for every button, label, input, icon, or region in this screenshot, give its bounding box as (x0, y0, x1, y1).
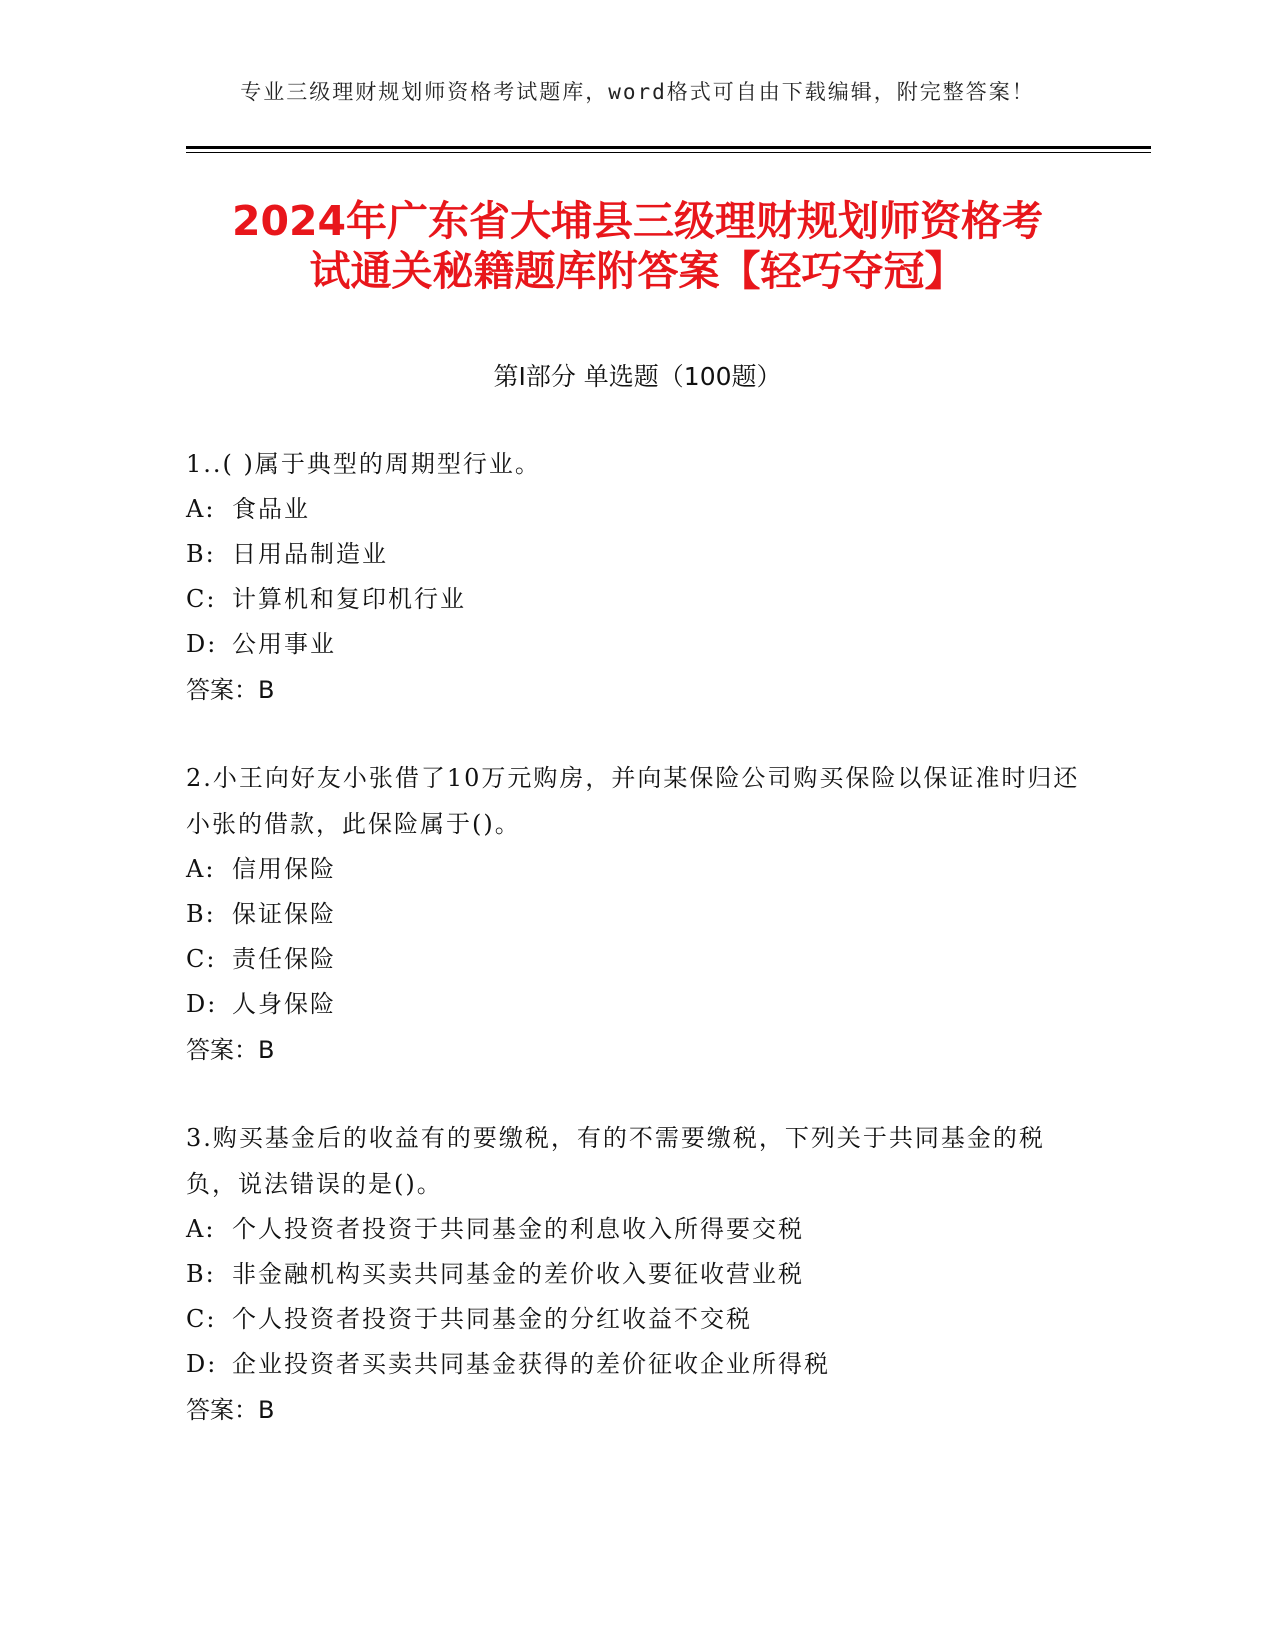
option-letter: B: (186, 900, 216, 928)
option-text: 个人投资者投资于共同基金的分红收益不交税 (232, 1305, 752, 1333)
option-letter: A: (186, 495, 216, 523)
title-line-1: 2024年广东省大埔县三级理财规划师资格考 (231, 197, 1044, 245)
option-a (186, 487, 1086, 532)
section-title: 第I部分 单选题（100题） (493, 362, 782, 391)
option-text: 公用事业 (232, 630, 336, 658)
question-list (186, 441, 1086, 1475)
answer-line: 答案：B (186, 1396, 275, 1424)
question-3 (186, 1115, 1086, 1433)
question-stem: 2.小王向好友小张借了10万元购房，并向某保险公司购买保险以保证准时归还小张的借款，此保险属于()。 (186, 764, 1080, 838)
option-letter: C: (186, 945, 217, 973)
option-d (186, 622, 1086, 667)
option-c (186, 937, 1086, 982)
document-title (120, 196, 1155, 296)
option-text: 信用保险 (232, 855, 336, 883)
header-divider-thick (186, 146, 1151, 149)
option-text: 个人投资者投资于共同基金的利息收入所得要交税 (232, 1215, 804, 1243)
option-letter: A: (186, 855, 216, 883)
header-divider-thin (186, 152, 1151, 153)
option-text: 企业投资者买卖共同基金获得的差价征收企业所得税 (232, 1350, 830, 1378)
answer-line: 答案：B (186, 676, 275, 704)
option-text: 人身保险 (232, 990, 336, 1018)
option-letter: C: (186, 585, 217, 613)
option-letter: A: (186, 1215, 216, 1243)
option-text: 责任保险 (232, 945, 336, 973)
title-line-2: 试通关秘籍题库附答案【轻巧夺冠】 (309, 247, 966, 295)
option-text: 非金融机构买卖共同基金的差价收入要征收营业税 (232, 1260, 804, 1288)
option-d (186, 982, 1086, 1027)
answer-line: 答案：B (186, 1036, 275, 1064)
option-text: 保证保险 (232, 900, 336, 928)
option-a (186, 847, 1086, 892)
option-letter: C: (186, 1305, 217, 1333)
option-a (186, 1207, 1086, 1252)
option-c (186, 577, 1086, 622)
question-1 (186, 441, 1086, 713)
option-b (186, 532, 1086, 577)
option-b (186, 892, 1086, 937)
option-letter: D: (186, 630, 218, 658)
header-note: 专业三级理财规划师资格考试题库，word格式可自由下载编辑，附完整答案！ (240, 80, 1035, 104)
option-letter: D: (186, 1350, 218, 1378)
option-c (186, 1297, 1086, 1342)
question-stem: 3.购买基金后的收益有的要缴税，有的不需要缴税，下列关于共同基金的税负，说法错误的是()。 (186, 1124, 1045, 1198)
option-text: 计算机和复印机行业 (232, 585, 466, 613)
option-letter: B: (186, 1260, 216, 1288)
question-stem: 1..( )属于典型的周期型行业。 (186, 450, 541, 478)
option-text: 日用品制造业 (232, 540, 388, 568)
option-letter: D: (186, 990, 218, 1018)
question-2 (186, 755, 1086, 1073)
option-letter: B: (186, 540, 216, 568)
option-text: 食品业 (232, 495, 310, 523)
option-b (186, 1252, 1086, 1297)
option-d (186, 1342, 1086, 1387)
